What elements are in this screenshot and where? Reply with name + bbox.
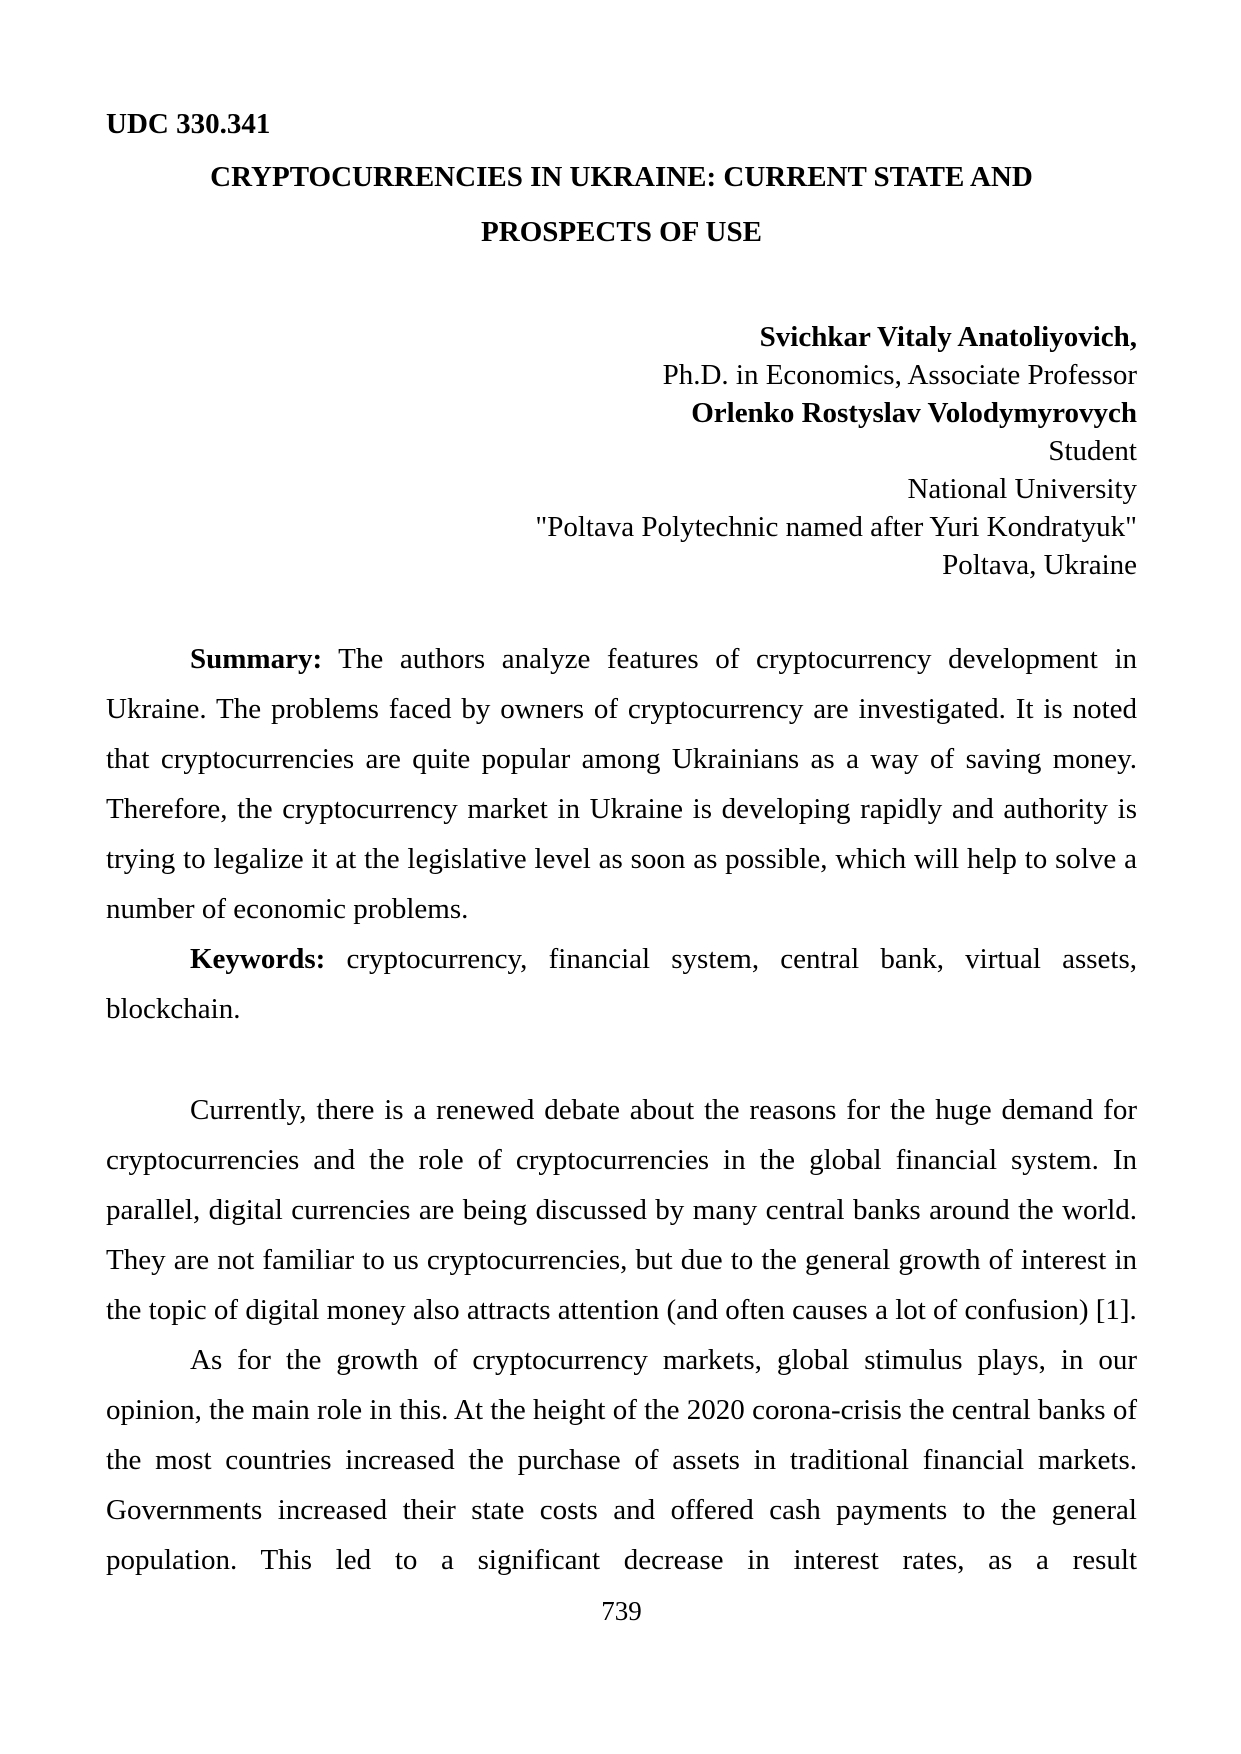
affiliation-institution: "Poltava Polytechnic named after Yuri Kondratyuk"	[535, 511, 1137, 543]
keywords-label: Keywords:	[190, 943, 326, 975]
affiliation-university: National University	[907, 473, 1137, 505]
abstract-keywords	[106, 934, 1137, 1034]
keywords-text: cryptocurrency, financial system, central bank, virtual assets, blockchain.	[106, 943, 1137, 1025]
paper-title	[106, 150, 1137, 260]
summary-label: Summary:	[190, 643, 323, 675]
author-role: Student	[1048, 435, 1137, 467]
affiliation-location: Poltava, Ukraine	[942, 549, 1137, 581]
body-paragraph-1: Currently, there is a renewed debate about the reasons for the huge demand for cryptocurrencies and the role of cryptocurrencies in the global financial system. In parallel, digital currencies are being discussed by many central banks around the world. They are not familiar to us cryptocurrencies, but due to the general growth of interest in the topic of digital money also attracts attention (and often causes a lot of confusion) [1].	[106, 1094, 1137, 1326]
paper-title-line-2: PROSPECTS OF USE	[481, 216, 762, 248]
author-name: Orlenko Rostyslav Volodymyrovych	[691, 397, 1137, 429]
paper-title-line-1: CRYPTOCURRENCIES IN UKRAINE: CURRENT STATE AND	[210, 161, 1033, 193]
page-number: 739	[601, 1596, 642, 1626]
abstract-summary	[106, 634, 1137, 934]
body-paragraph-2: As for the growth of cryptocurrency markets, global stimulus plays, in our opinion, the main role in this. At the height of the 2020 corona-crisis the central banks of the most countries increased the purchase of assets in traditional financial markets. Governments increased their state costs and offered cash payments to the general population. This led to a significant decrease in interest rates, as a result	[106, 1344, 1137, 1576]
author-degree: Ph.D. in Economics, Associate Professor	[662, 359, 1137, 391]
author-block	[106, 318, 1137, 584]
author-name: Svichkar Vitaly Anatoliyovich,	[759, 321, 1137, 353]
udc-code: UDC 330.341	[106, 108, 271, 140]
summary-text: The authors analyze features of cryptocurrency development in Ukraine. The problems faced by owners of cryptocurrency are investigated. It is noted that cryptocurrencies are quite popular among Ukrainians as a way of saving money. Therefore, the cryptocurrency market in Ukraine is developing rapidly and authority is trying to legalize it at the legislative level as soon as possible, which will help to solve a number of economic problems.	[106, 643, 1137, 925]
